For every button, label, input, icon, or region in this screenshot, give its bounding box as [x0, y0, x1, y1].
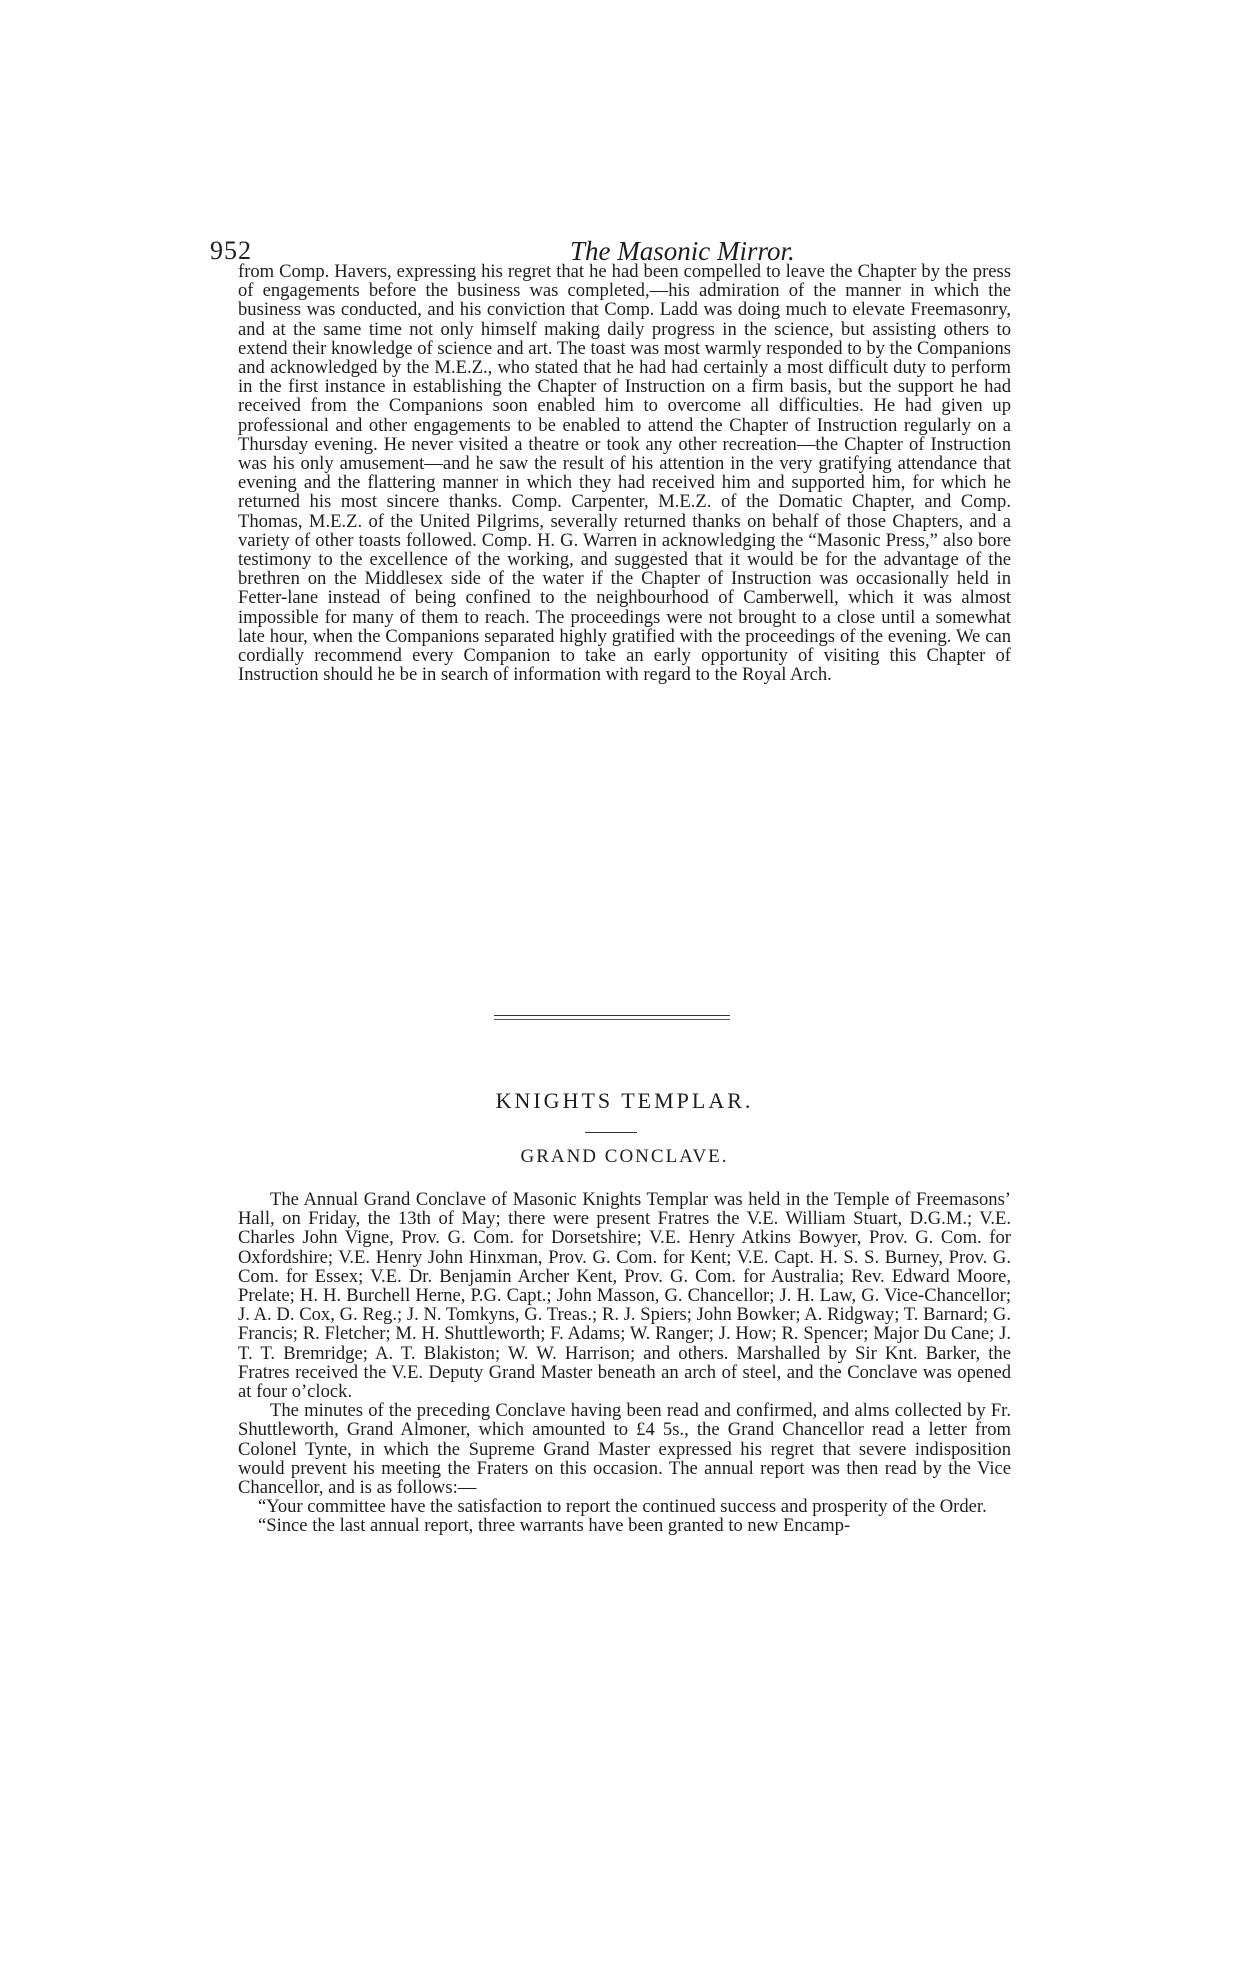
running-title: The Masonic Mirror.	[570, 236, 795, 266]
section-paragraph: The minutes of the preceding Conclave having been read and confirmed, and alms collected by Fr. Shuttleworth, Grand Almoner, which amounted to £4 5s., the Grand Chancellor read a letter from Colonel Tynte, in which the Supreme Grand Master expressed his regret that severe indisposition would prevent his meeting the Fraters on this occasion. The annual report was then read by the Vice Chancellor, and is as follows:—	[238, 1400, 1011, 1499]
article-paragraph: from Comp. Havers, expressing his regret that he had been compelled to leave the Chapter by the press of engagements before the business was completed,—his admiration of the manner in which the business was conducted, and his conviction that Comp. Ladd was doing much to elevate Freemasonry, and at the same time not only himself making daily progress in the science, but assisting others to extend their knowledge of science and art. The toast was most warmly responded to by the Companions and acknowledged by the M.E.Z., who stated that he had had certainly a most difficult duty to perform in the first instance in establishing the Chapter of Instruction on a firm basis, but the support he had received from the Companions soon enabled him to overcome all difficulties. He had given up professional and other engagements to be enabled to attend the Chapter of Instruction regularly on a Thursday evening. He never visited a theatre or took any other recreation—the Chapter of Instruction was his only amusement—and he saw the result of his attention in the very gratifying attendance that evening and the flattering manner in which they had received him and supported him, for which he returned his most sincere thanks. Comp. Carpenter, M.E.Z. of the Domatic Chapter, and Comp. Thomas, M.E.Z. of the United Pilgrims, severally returned thanks on behalf of those Chapters, and a variety of other toasts followed. Comp. H. G. Warren in acknowledging the “Masonic Press,” also bore testimony to the excellence of the working, and suggested that it would be for the advantage of the brethren on the Middlesex side of the water if the Chapter of Instruction was occasionally held in Fetter-lane instead of being confined to the neighbourhood of Camberwell, which it was almost impossible for many of them to reach. The proceedings were not brought to a close until a somewhat late hour, when the Companions separated highly gratified with the proceedings of the evening. We can cordially recommend every Companion to take an early opportunity of visiting this Chapter of Instruction should he be in search of information with regard to the Royal Arch.	[238, 261, 1011, 686]
section-paragraph: The Annual Grand Conclave of Masonic Knights Templar was held in the Temple of Freemasons’ Hall, on Friday, the 13th of May; there were present Fratres the V.E. William Stuart, D.G.M.; V.E. Charles John Vigne, Prov. G. Com. for Dorsetshire; V.E. Henry Atkins Bowyer, Prov. G. Com. for Oxfordshire; V.E. Henry John Hinxman, Prov. G. Com. for Kent; V.E. Capt. H. S. S. Burney, Prov. G. Com. for Essex; V.E. Dr. Benjamin Archer Kent, Prov. G. Com. for Australia; Rev. Edward Moore, Prelate; H. H. Burchell Herne, P.G. Capt.; John Masson, G. Chancellor; J. H. Law, G. Vice-Chancellor; J. A. D. Cox, G. Reg.; J. N. Tomkyns, G. Treas.; R. J. Spiers; John Bowker; A. Ridgway; T. Barnard; G. Francis; R. Fletcher; M. H. Shuttleworth; F. Adams; W. Ranger; J. How; R. Spencer; Major Du Cane; J. T. T. Bremridge; A. T. Blakiston; W. W. Harrison; and others. Marshalled by Sir Knt. Barker, the Fratres received the V.E. Deputy Grand Master beneath an arch of steel, and the Conclave was opened at four o’clock.	[238, 1189, 1011, 1403]
section-title: KNIGHTS TEMPLAR.	[495, 1088, 754, 1113]
section-paragraph: “Your committee have the satisfaction to report the continued success and prosperity of the Order.	[258, 1496, 987, 1518]
top-article	[238, 262, 1011, 684]
page-number: 952	[210, 236, 252, 265]
section-divider	[494, 1015, 730, 1016]
title-rule	[585, 1132, 637, 1133]
section-paragraph: “Since the last annual report, three warrants have been granted to new Encamp-	[258, 1515, 851, 1537]
subsection-title: GRAND CONCLAVE.	[520, 1146, 729, 1167]
section-body	[238, 1190, 1011, 1536]
